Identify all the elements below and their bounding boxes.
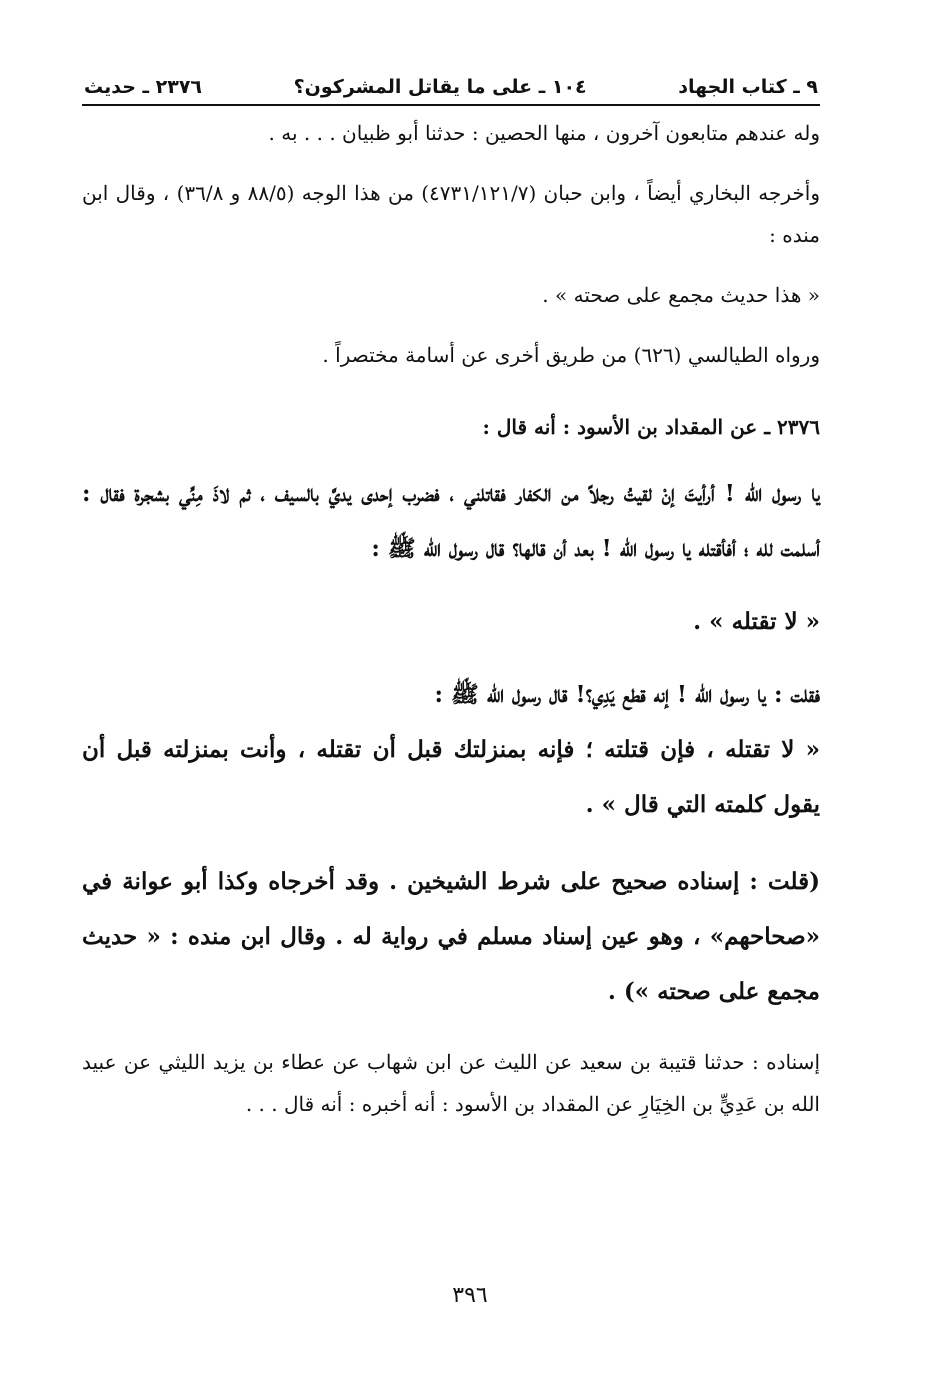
- authenticity-note: (قلت : إسناده صحيح على شرط الشيخين . وقد أخرجاه وكذا أبو عوانة في «صحاحهم» ، وهو عين إسناد مسلم في رواية له . وقال ابن منده : « حديث مجمع على صحته ») .: [82, 868, 820, 1005]
- hadith-text: يا رسول الله ! أرأيتَ إنْ لقيتُ رجلاً من الكفار فقاتلني ، فضرب إحدى يديَّ بالسيف ، ثم لاذَ مِنِّي بشجرة فقال : أسلمت لله ؛ أفأقتله يا رسول الله ! بعد أن قالها؟ قال رسول الله ﷺ :: [82, 480, 820, 562]
- chain-of-narration: إسناده : حدثنا قتيبة بن سعيد عن الليث عن ابن شهاب عن عطاء بن يزيد الليثي عن عبيد الله بن عَدِيٍّ بن الخِيَارِ عن المقداد بن الأسود : أنه أخبره : أنه قال . . .: [82, 1050, 820, 1116]
- quote-consensus: « هذا حديث مجمع على صحته » .: [542, 283, 820, 307]
- hadith-quote-1: « لا تقتله » .: [693, 608, 820, 635]
- hadith-text-2: فقلت : يا رسول الله ! إنه قطع يَدِي؟! قال رسول الله ﷺ :: [434, 681, 820, 708]
- header-chapter: ٩ ـ كتاب الجهاد: [678, 76, 818, 98]
- paragraph-followers: وله عندهم متابعون آخرون ، منها الحصين : حدثنا أبو ظبيان . . . به .: [268, 121, 820, 145]
- hadith-quote-2: « لا تقتله ، فإن قتلته ؛ فإنه بمنزلتك قبل أن تقتله ، وأنت بمنزلته قبل أن يقول كلمته التي قال » .: [82, 736, 820, 818]
- page-body: [82, 112, 820, 1125]
- header-section: ١٠٤ ـ على ما يقاتل المشركون؟: [293, 76, 587, 98]
- page: [82, 76, 820, 1125]
- running-header: [82, 76, 820, 106]
- header-hadith: ٢٣٧٦ ـ حديث: [84, 76, 203, 98]
- paragraph-sources: وأخرجه البخاري أيضاً ، وابن حبان (٤٧٣١/١٢١/٧) من هذا الوجه (٨٨/٥ و ٣٦/٨) ، وقال ابن منده :: [82, 181, 820, 247]
- page-number: ٣٩٦: [452, 1283, 488, 1308]
- paragraph-tayalisi: ورواه الطيالسي (٦٢٦) من طريق أخرى عن أسامة مختصراً .: [322, 343, 820, 367]
- hadith-heading: ٢٣٧٦ ـ عن المقداد بن الأسود : أنه قال :: [482, 415, 820, 439]
